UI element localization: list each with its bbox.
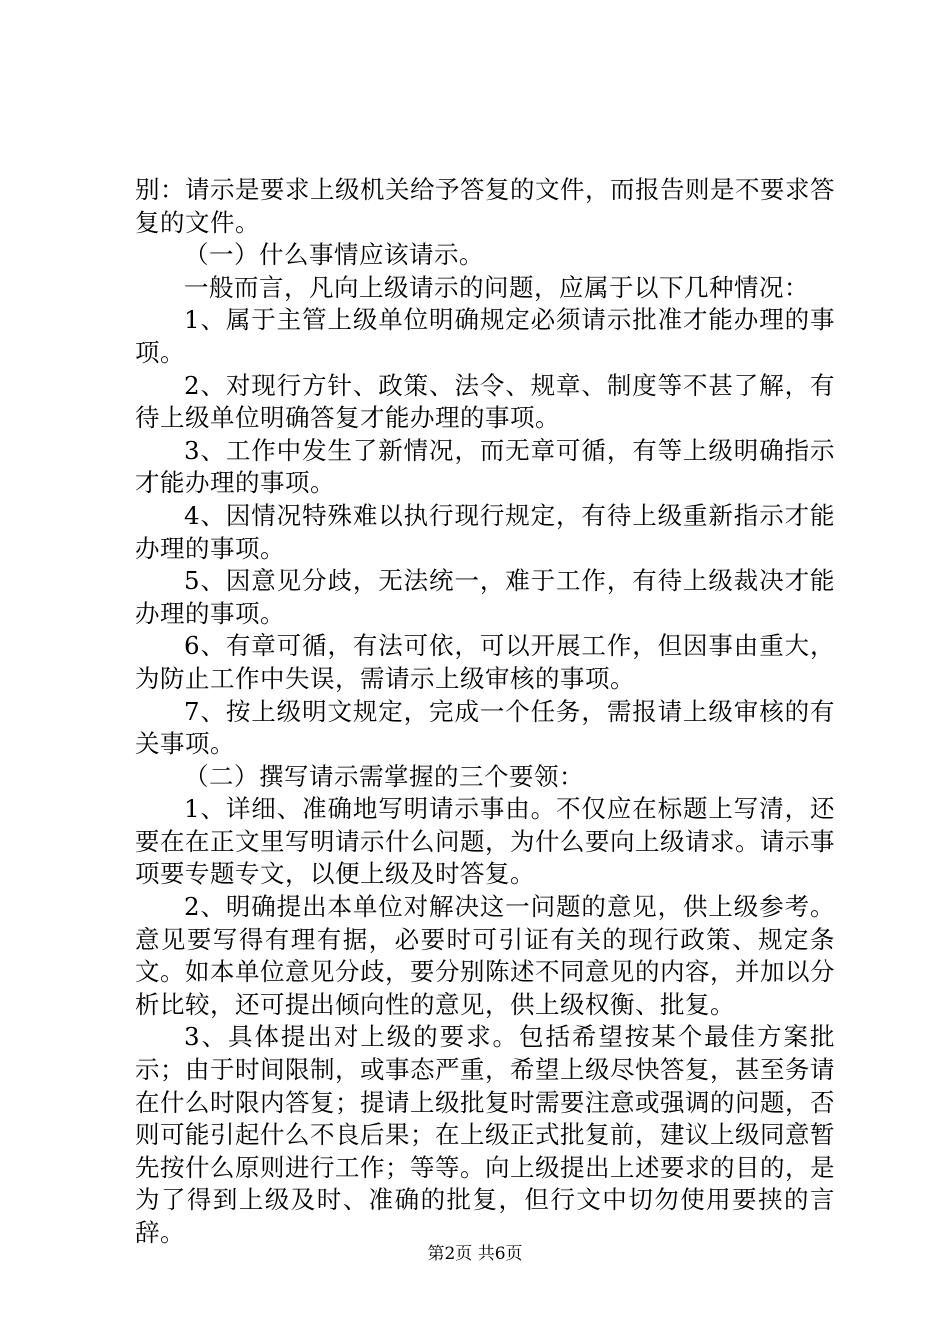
list-item-5: 5、因意见分歧，无法统一，难于工作，有待上级裁决才能办理的事项。 bbox=[135, 566, 835, 628]
list-item-2: 2、对现行方针、政策、法令、规章、制度等不甚了解，有待上级单位明确答复才能办理的事项。 bbox=[135, 370, 835, 433]
page-footer: 第2页 共6页 bbox=[427, 1244, 523, 1264]
guideline-2: 2、明确提出本单位对解决这一问题的意见，供上级参考。意见要写得有理有据，必要时可引证有关的现行政策、规定条文。如本单位意见分歧，要分别陈述不同意见的内容，并加以分析比较，还可提出倾向性的意见，供上级权衡、批复。 bbox=[135, 892, 835, 1019]
guideline-3: 3、具体提出对上级的要求。包括希望按某个最佳方案批示；由于时间限制，或事态严重，希望上级尽快答复，甚至务请在什么时限内答复；提请上级批复时需要注意或强调的问题，否则可能引起什么不良后果；在上级正式批复前，建议上级同意暂先按什么原则进行工作；等等。向上级提出上述要求的目的，是为了得到上级及时、准确的批复，但行文中切勿使用要挟的言辞。 bbox=[135, 1022, 835, 1247]
document-body bbox=[135, 174, 835, 1250]
section-heading-1: （一）什么事情应该请示。 bbox=[184, 240, 484, 270]
guideline-1: 1、详细、准确地写明请示事由。不仅应在标题上写清，还要在在正文里写明请示什么问题，为什么要向上级请求。请示事项要专题专文，以便上级及时答复。 bbox=[135, 794, 835, 889]
list-item-1: 1、属于主管上级单位明确规定必须请示批准才能办理的事项。 bbox=[135, 305, 835, 367]
section-heading-2: （二）撰写请示需掌握的三个要领： bbox=[184, 761, 584, 791]
list-item-7: 7、按上级明文规定，完成一个任务，需报请上级审核的有关事项。 bbox=[135, 696, 835, 759]
list-item-6: 6、有章可循，有法可依，可以开展工作，但因事由重大，为防止工作中失误，需请示上级审核的事项。 bbox=[135, 631, 835, 693]
list-item-3: 3、工作中发生了新情况，而无章可循，有等上级明确指示才能办理的事项。 bbox=[135, 435, 835, 498]
paragraph-intro: 一般而言，凡向上级请示的问题，应属于以下几种情况： bbox=[184, 272, 809, 302]
list-item-4: 4、因情况特殊难以执行现行规定，有待上级重新指示才能办理的事项。 bbox=[135, 500, 835, 563]
paragraph-continuation: 别：请示是要求上级机关给予答复的文件，而报告则是不要求答复的文件。 bbox=[135, 175, 835, 237]
